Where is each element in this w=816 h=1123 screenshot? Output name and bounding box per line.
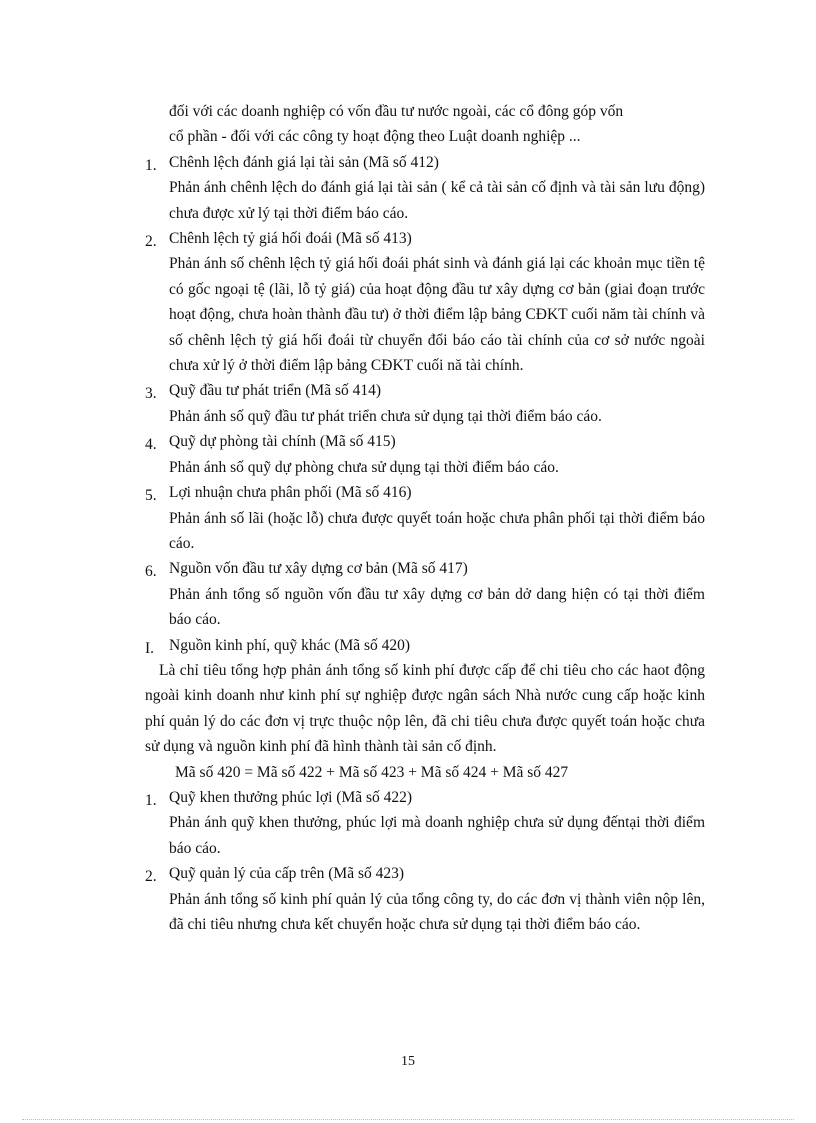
item-description: Phản ánh quỹ khen thưởng, phúc lợi mà doanh nghiệp chưa sử dụng đếntại thời điểm báo cáo. [169,814,705,857]
document-body [145,99,705,937]
item-heading: Quỹ khen thưởng phúc lợi (Mã số 422) [169,788,413,806]
item-heading: Chênh lệch đánh giá lại tài sản (Mã số 412) [169,153,439,171]
section-heading: Nguồn kinh phí, quỹ khác (Mã số 420) [169,636,411,654]
item-description: Phản ánh số quỹ dự phòng chưa sử dụng tại thời điểm báo cáo. [169,458,559,476]
item-description: Phản ánh số chênh lệch tỷ giá hối đoái phát sinh và đánh giá lại các khoản mục tiền tệ có gốc ngoại tệ (lãi, lỗ tỷ giá) của hoạt động đầu tư xây dựng cơ bản (giai đoạn trước hoạt động, chưa hoàn thành đầu tư) ở thời điểm lập bảng CĐKT cuối năm tài chính và số chênh lệch tỷ giá hối đoái từ chuyển đổi báo cáo tài chính của cơ sở nước ngoài chưa xử lý ở thời điểm lập bảng CĐKT cuối nă tài chính. [169,255,705,375]
item-number: 1. [145,156,157,174]
item-number: 3. [145,385,157,403]
section-heading-item [145,633,705,658]
list-item [145,556,705,632]
list-item [145,226,705,378]
item-heading: Quỹ đầu tư phát triển (Mã số 414) [169,382,382,400]
item-description: Phản ánh số lãi (hoặc lỗ) chưa được quyết toán hoặc chưa phân phối tại thời điểm báo cáo. [169,509,705,552]
section-number: I. [145,639,155,657]
item-number: 1. [145,791,157,809]
item-number: 5. [145,487,157,505]
list-item [145,861,705,937]
item-heading: Quỹ quản lý của cấp trên (Mã số 423) [169,865,405,883]
list-item [145,429,705,480]
item-description: Phản ánh tổng số kinh phí quản lý của tổng công ty, do các đơn vị thành viên nộp lên, đã chi tiêu nhưng chưa kết chuyển hoặc chưa sử dụng tại thời điểm báo cáo. [169,890,705,933]
list-item [145,378,705,429]
item-number: 2. [145,233,157,251]
item-description: Phản ánh số quỹ đầu tư phát triển chưa sử dụng tại thời điểm báo cáo. [169,407,602,425]
item-heading: Quỹ dự phòng tài chính (Mã số 415) [169,433,396,451]
item-number: 4. [145,436,157,454]
intro-line: cổ phần - đối với các công ty hoạt động theo Luật doanh nghiệp ... [169,128,581,146]
list-item [145,150,705,226]
item-description: Phản ánh chênh lệch do đánh giá lại tài sản ( kể cả tài sản cố định và tài sản lưu động) chưa được xử lý tại thời điểm báo cáo. [169,179,705,222]
item-number: 2. [145,868,157,886]
list-item [145,480,705,556]
formula: Mã số 420 = Mã số 422 + Mã số 423 + Mã số 424 + Mã số 427 [175,763,569,781]
item-heading: Chênh lệch tỷ giá hối đoái (Mã số 413) [169,230,412,248]
page-number: 15 [401,1054,415,1069]
page-bottom-divider [22,1119,794,1120]
section-paragraph: Là chỉ tiêu tổng hợp phản ánh tổng số kinh phí được cấp để chi tiêu cho các haot động ngoài kinh doanh như kinh phí sự nghiệp được ngân sách Nhà nước cung cấp hoặc kinh phí quản lý do các đơn vị trực thuộc nộp lên, đã chi tiêu chưa được quyết toán hoặc chưa sử dụng và nguồn kinh phí đã hình thành tài sản cố định. [145,661,705,756]
list-item [145,785,705,861]
item-number: 6. [145,563,157,581]
item-description: Phản ánh tổng số nguồn vốn đầu tư xây dựng cơ bản dở dang hiện có tại thời điểm báo cáo. [169,585,705,629]
intro-line: đối với các doanh nghiệp có vốn đầu tư nước ngoài, các cổ đông góp vốn [169,103,624,120]
item-heading: Nguồn vốn đầu tư xây dựng cơ bản (Mã số 417) [169,560,468,578]
item-heading: Lợi nhuận chưa phân phối (Mã số 416) [169,484,412,502]
